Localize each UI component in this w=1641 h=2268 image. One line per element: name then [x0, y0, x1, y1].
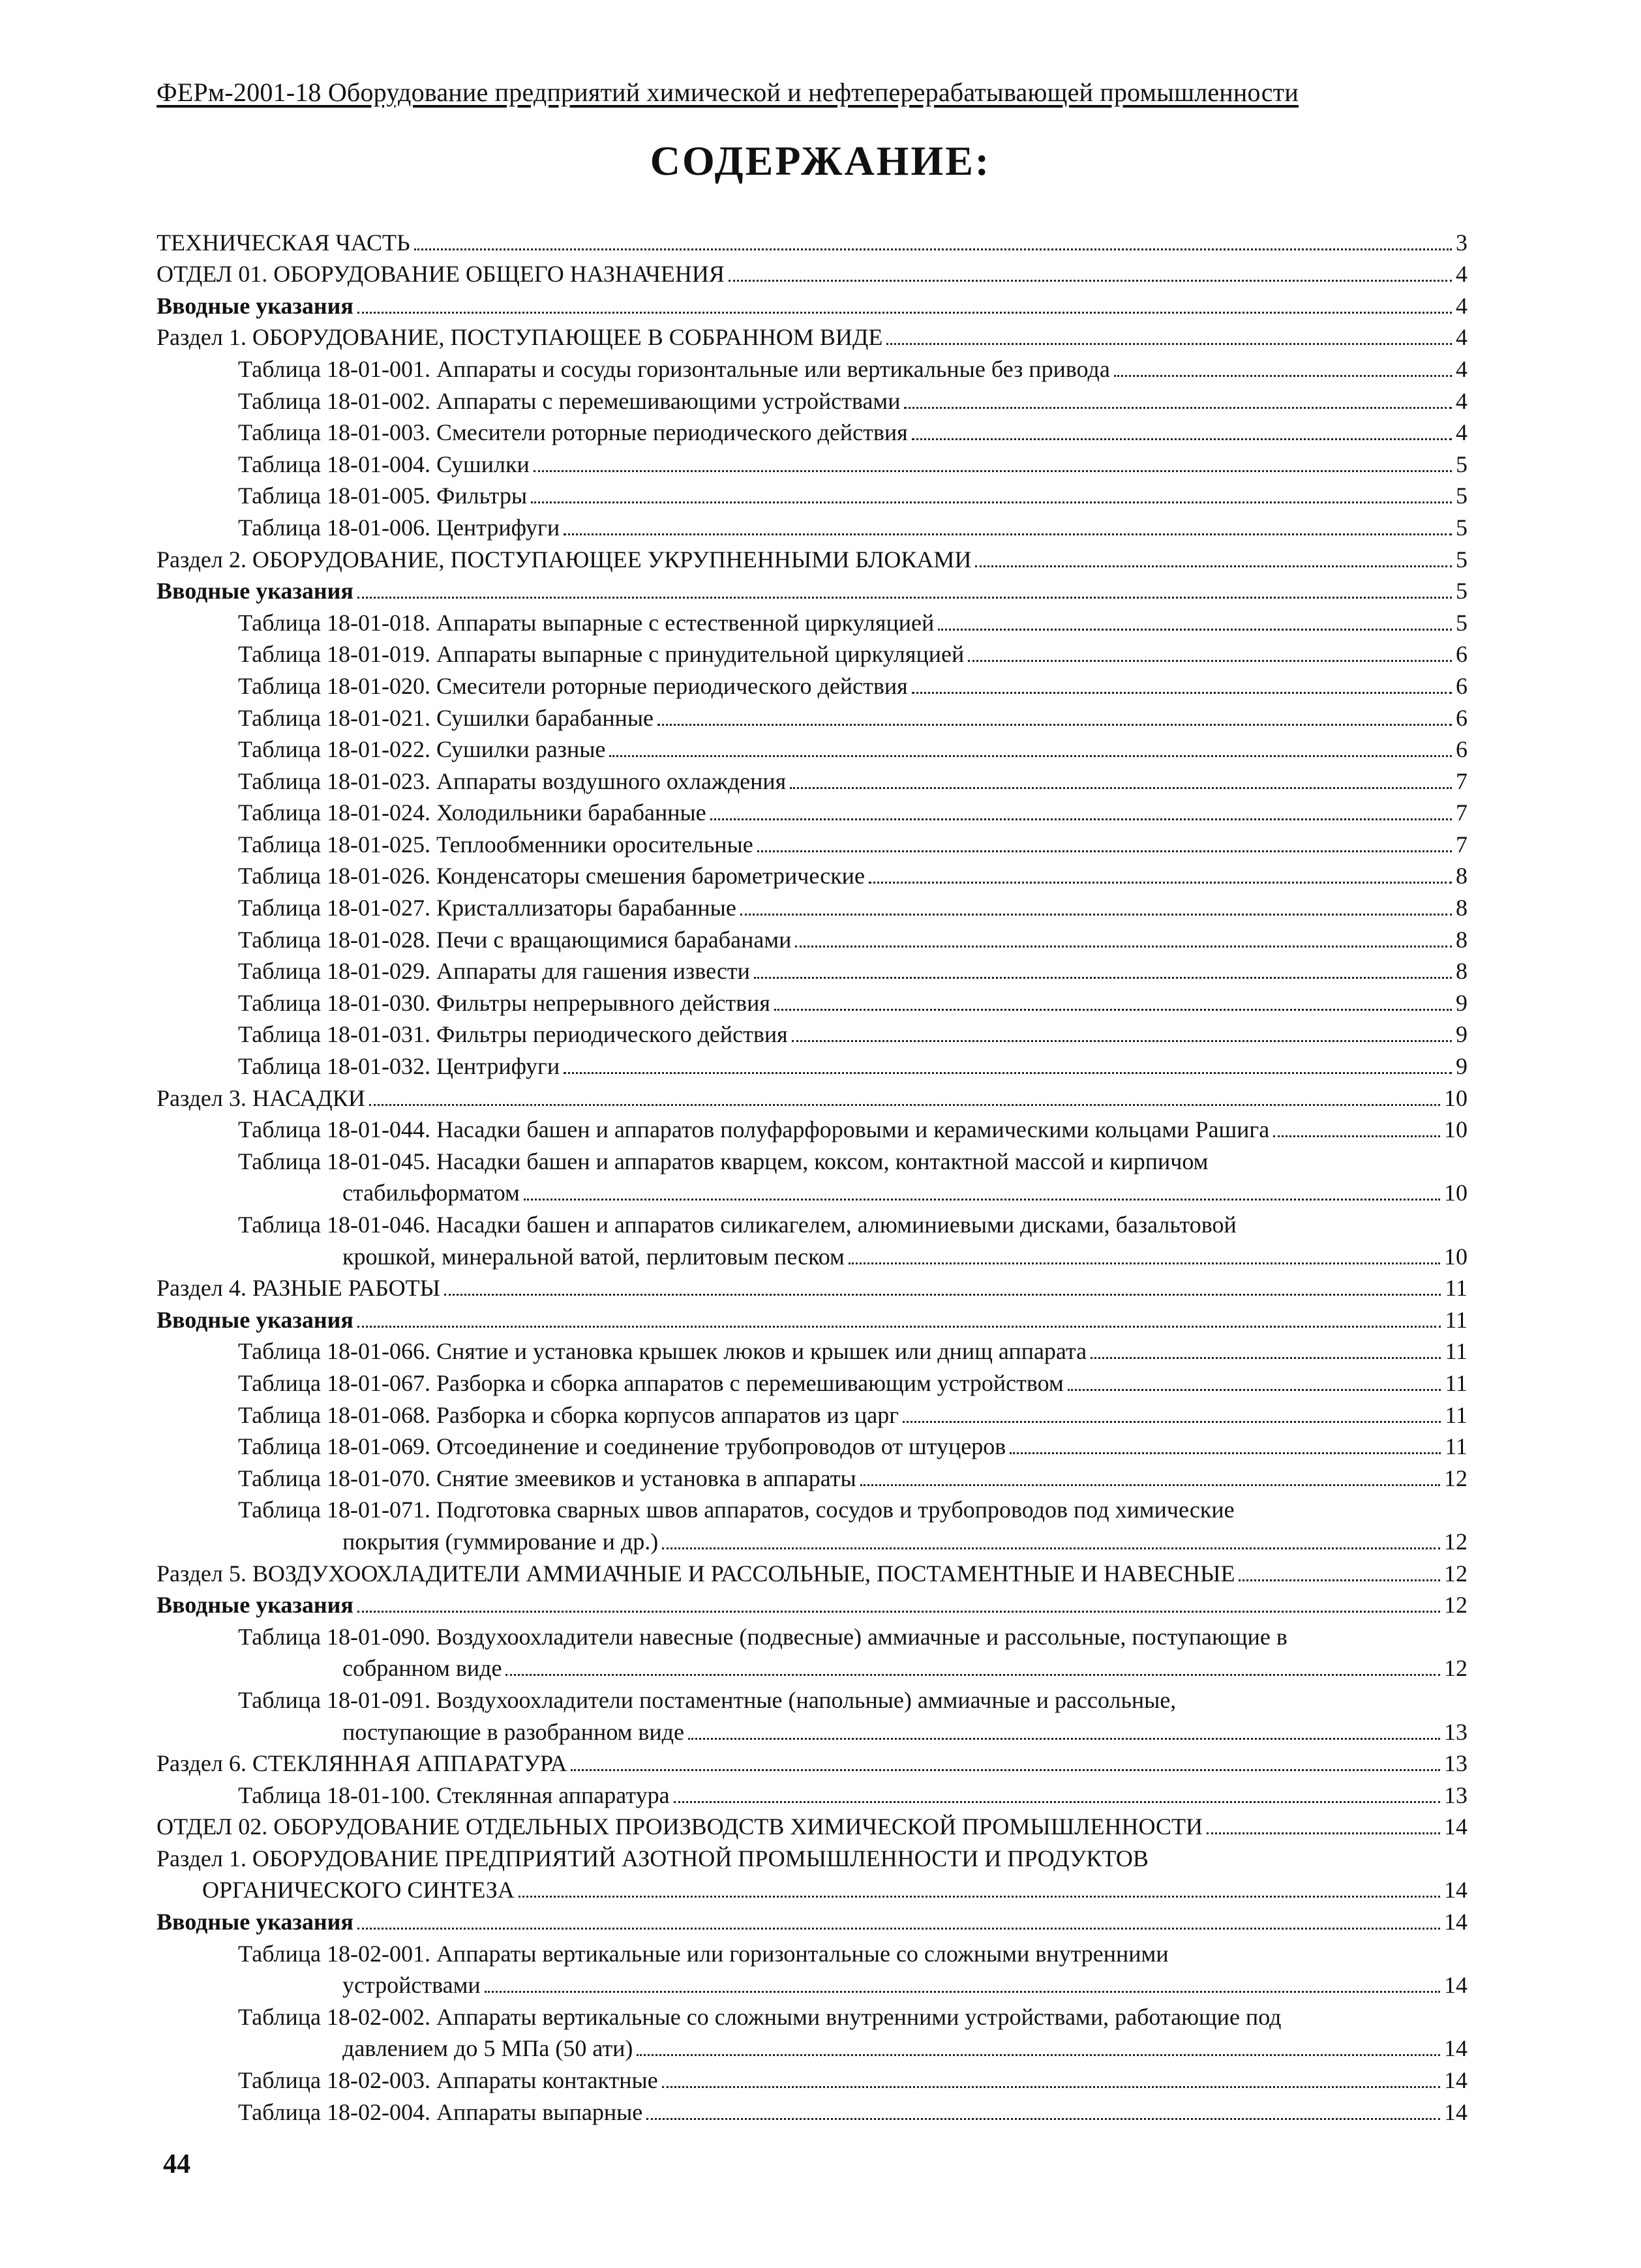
toc-entry-label: Таблица 18-01-019. Аппараты выпарные с принудительной циркуляцией	[238, 641, 965, 668]
toc-leader-dots	[1068, 1389, 1441, 1391]
toc-entry-page: 11	[1445, 1338, 1468, 1365]
toc-leader-dots	[774, 1009, 1452, 1011]
toc-leader-dots	[938, 629, 1452, 631]
toc-leader-dots	[646, 2118, 1440, 2120]
toc-entry-page: 10	[1444, 1116, 1468, 1143]
toc-entry-label: крошкой, минеральной ватой, перлитовым песком	[342, 1243, 845, 1270]
toc-entry	[157, 1334, 1468, 1366]
toc-entry-label: Таблица 18-01-023. Аппараты воздушного охлаждения	[238, 768, 787, 794]
document-header: ФЕРм-2001-18 Оборудование предприятий химической и нефтеперерабатывающей промышленности	[157, 78, 1299, 107]
toc-entry	[157, 796, 1468, 828]
toc-entry-label: Таблица 18-01-026. Конденсаторы смешения барометрические	[238, 863, 865, 889]
toc-entry-page: 8	[1456, 863, 1468, 889]
toc-entry-label: Таблица 18-01-021. Сушилки барабанные	[238, 704, 654, 731]
toc-entry-label: устройствами	[342, 1972, 481, 1999]
page-number: 44	[163, 2149, 190, 2179]
toc-entry	[157, 1461, 1468, 1493]
toc-entry	[157, 447, 1468, 479]
toc-entry-page: 5	[1456, 546, 1468, 573]
toc-entry	[157, 320, 1468, 352]
toc-leader-dots	[369, 1104, 1440, 1106]
toc-entry	[157, 1049, 1468, 1081]
toc-entry-label: Таблица 18-01-028. Печи с вращающимися барабанами	[238, 926, 792, 953]
toc-entry-page: 10	[1444, 1180, 1468, 1206]
toc-entry-page: 8	[1456, 895, 1468, 921]
toc-leader-dots	[1207, 1832, 1440, 1834]
toc-leader-dots	[849, 1262, 1440, 1264]
toc-entry-page: 13	[1444, 1718, 1468, 1745]
toc-entry-label: стабильформатом	[342, 1180, 520, 1206]
toc-entry-label: Раздел 5. ВОЗДУХООХЛАДИТЕЛИ АММИАЧНЫЕ И РАССОЛЬНЫЕ, ПОСТАМЕНТНЫЕ И НАВЕСНЫЕ	[157, 1560, 1235, 1587]
toc-entry-label: Таблица 18-01-100. Стеклянная аппаратура	[238, 1782, 670, 1808]
toc-entry-page: 9	[1456, 989, 1468, 1016]
toc-leader-dots	[729, 280, 1452, 282]
toc-entry-page: 14	[1444, 1813, 1468, 1840]
toc-entry-page: 14	[1444, 2035, 1468, 2062]
toc-entry-page: 10	[1444, 1243, 1468, 1270]
toc-entry-label: ОРГАНИЧЕСКОГО СИНТЕЗА	[202, 1877, 515, 1903]
toc-entry	[157, 510, 1468, 542]
toc-leader-dots	[688, 1738, 1440, 1740]
toc-entry-page: 4	[1456, 324, 1468, 351]
toc-entry-page: 14	[1444, 1972, 1468, 1999]
toc-leader-dots	[531, 501, 1452, 503]
toc-entry-page: 5	[1456, 451, 1468, 477]
toc-leader-dots	[1273, 1135, 1440, 1137]
toc-entry	[157, 668, 1468, 700]
toc-entry-page: 3	[1456, 229, 1468, 256]
toc-entry-page: 11	[1445, 1369, 1468, 1396]
toc-entry	[157, 1873, 1468, 1905]
toc-entry	[157, 1904, 1468, 1936]
toc-leader-dots	[519, 1896, 1440, 1898]
toc-entry-label: Таблица 18-01-068. Разборка и сборка корпусов аппаратов из царг	[238, 1401, 899, 1428]
toc-leader-dots	[414, 248, 1452, 250]
toc-entry	[157, 1271, 1468, 1303]
toc-leader-dots	[662, 1547, 1440, 1549]
toc-leader-dots	[968, 660, 1452, 662]
toc-entry	[157, 700, 1468, 732]
toc-entry	[157, 1746, 1468, 1778]
toc-entry	[157, 1619, 1468, 1651]
toc-leader-dots	[912, 438, 1452, 440]
toc-entry	[157, 351, 1468, 383]
toc-entry-label: ОТДЕЛ 02. ОБОРУДОВАНИЕ ОТДЕЛЬНЫХ ПРОИЗВОДСТВ ХИМИЧЕСКОЙ ПРОМЫШЛЕННОСТИ	[157, 1813, 1203, 1840]
toc-entry-label: Таблица 18-01-046. Насадки башен и аппаратов силикагелем, алюминиевыми дисками, базальтовой	[238, 1212, 1237, 1238]
toc-entry	[157, 2095, 1468, 2126]
toc-entry-label: Таблица 18-01-027. Кристаллизаторы барабанные	[238, 895, 736, 921]
toc-entry-label: Таблица 18-01-022. Сушилки разные	[238, 736, 606, 763]
toc-leader-dots	[357, 597, 1452, 599]
toc-leader-dots	[657, 724, 1452, 726]
toc-entry-page: 14	[1444, 1909, 1468, 1935]
toc-leader-dots	[710, 818, 1452, 820]
toc-entry	[157, 574, 1468, 606]
toc-entry-label: Раздел 4. РАЗНЫЕ РАБОТЫ	[157, 1275, 440, 1302]
toc-entry-label: Таблица 18-02-002. Аппараты вертикальные со сложными внутренними устройствами, работающие под	[238, 2003, 1282, 2030]
toc-entry	[157, 1081, 1468, 1112]
toc-leader-dots	[975, 565, 1452, 567]
toc-entry-label: Таблица 18-01-091. Воздухоохладители постаментные (напольные) аммиачные и рассольные,	[238, 1686, 1177, 1713]
toc-entry-page: 7	[1456, 831, 1468, 858]
toc-entry-page: 9	[1456, 1021, 1468, 1048]
toc-entry-label: Таблица 18-01-032. Центрифуги	[238, 1053, 560, 1080]
toc-entry-label: Таблица 18-01-024. Холодильники барабанные	[238, 799, 706, 826]
toc-leader-dots	[795, 946, 1452, 947]
toc-entry-page: 4	[1456, 419, 1468, 446]
toc-leader-dots	[740, 914, 1452, 916]
toc-entry	[157, 954, 1468, 986]
toc-entry-label: Таблица 18-01-030. Фильтры непрерывного действия	[238, 989, 770, 1016]
toc-entry-page: 4	[1456, 292, 1468, 319]
toc-entry-label: собранном виде	[342, 1655, 502, 1682]
toc-entry-page: 12	[1444, 1465, 1468, 1491]
toc-leader-dots	[1114, 375, 1452, 377]
toc-leader-dots	[357, 1326, 1441, 1328]
toc-entry	[157, 1588, 1468, 1620]
toc-leader-dots	[1010, 1452, 1441, 1454]
toc-entry	[157, 1999, 1468, 2031]
toc-entry	[157, 1017, 1468, 1049]
toc-entry	[157, 827, 1468, 859]
toc-entry-page: 13	[1444, 1750, 1468, 1777]
toc-leader-dots	[357, 312, 1452, 314]
toc-entry-page: 8	[1456, 926, 1468, 953]
toc-entry	[157, 605, 1468, 637]
toc-leader-dots	[485, 1991, 1440, 1993]
toc-entry-label: покрытия (гуммирование и др.)	[342, 1528, 659, 1555]
toc-entry-label: Таблица 18-01-003. Смесители роторные периодического действия	[238, 419, 908, 446]
toc-entry-page: 4	[1456, 355, 1468, 382]
toc-entry-page: 14	[1444, 2067, 1468, 2094]
toc-leader-dots	[564, 1072, 1452, 1074]
toc-entry-label: Таблица 18-01-090. Воздухоохладители навесные (подвесные) аммиачные и рассольные, поступающие в	[238, 1623, 1287, 1650]
toc-entry-page: 9	[1456, 1053, 1468, 1080]
toc-entry-label: Раздел 3. НАСАДКИ	[157, 1084, 365, 1111]
toc-entry-label: Вводные указания	[157, 1909, 354, 1935]
toc-entry-page: 14	[1444, 2098, 1468, 2125]
toc-entry-label: Таблица 18-01-004. Сушилки	[238, 451, 530, 477]
toc-entry-page: 13	[1444, 1782, 1468, 1808]
toc-entry-page: 12	[1444, 1592, 1468, 1619]
toc-entry	[157, 1968, 1468, 2000]
toc-entry-page: 5	[1456, 514, 1468, 541]
toc-entry	[157, 1493, 1468, 1525]
toc-leader-dots	[357, 1611, 1440, 1613]
toc-entry	[157, 383, 1468, 415]
toc-entry-label: ТЕХНИЧЕСКАЯ ЧАСТЬ	[157, 229, 410, 256]
toc-entry	[157, 1365, 1468, 1397]
toc-entry	[157, 1207, 1468, 1239]
toc-entry	[157, 732, 1468, 764]
toc-entry-page: 11	[1445, 1433, 1468, 1460]
toc-leader-dots	[912, 692, 1452, 694]
toc-entry-label: Таблица 18-01-006. Центрифуги	[238, 514, 560, 541]
toc-entry-label: Раздел 2. ОБОРУДОВАНИЕ, ПОСТУПАЮЩЕЕ УКРУПНЕННЫМИ БЛОКАМИ	[157, 546, 972, 573]
toc-leader-dots	[790, 787, 1452, 789]
toc-leader-dots	[662, 2086, 1440, 2088]
toc-leader-dots	[524, 1199, 1440, 1201]
toc-entry-label: Таблица 18-01-018. Аппараты выпарные с естественной циркуляцией	[238, 609, 935, 636]
toc-entry	[157, 1841, 1468, 1873]
toc-entry-label: Таблица 18-01-066. Снятие и установка крышек люков и крышек или днищ аппарата	[238, 1338, 1087, 1365]
toc-entry-page: 6	[1456, 672, 1468, 699]
toc-entry-page: 12	[1444, 1528, 1468, 1555]
toc-entry-label: Раздел 1. ОБОРУДОВАНИЕ, ПОСТУПАЮЩЕЕ В СОБРАННОМ ВИДЕ	[157, 324, 883, 351]
toc-entry-page: 11	[1445, 1306, 1468, 1333]
toc-entry	[157, 1682, 1468, 1714]
toc-entry-label: Таблица 18-01-020. Смесители роторные периодического действия	[238, 672, 908, 699]
toc-entry	[157, 288, 1468, 320]
toc-leader-dots	[869, 882, 1452, 884]
toc-entry-label: Таблица 18-01-031. Фильтры периодического действия	[238, 1021, 788, 1048]
toc-entry-page: 10	[1444, 1084, 1468, 1111]
toc-entry	[157, 890, 1468, 922]
toc-entry	[157, 1302, 1468, 1334]
toc-entry	[157, 1239, 1468, 1271]
toc-entry	[157, 542, 1468, 574]
toc-entry-page: 5	[1456, 483, 1468, 509]
toc-entry	[157, 1429, 1468, 1461]
toc-entry-page: 6	[1456, 736, 1468, 763]
toc-entry	[157, 922, 1468, 954]
toc-entry-page: 5	[1456, 609, 1468, 636]
toc-entry-label: ОТДЕЛ 01. ОБОРУДОВАНИЕ ОБЩЕГО НАЗНАЧЕНИЯ	[157, 261, 725, 288]
toc-entry	[157, 479, 1468, 511]
toc-entry	[157, 1936, 1468, 1968]
toc-entry-label: Таблица 18-01-069. Отсоединение и соединение трубопроводов от штуцеров	[238, 1433, 1006, 1460]
toc-entry-label: Раздел 6. СТЕКЛЯННАЯ АППАРАТУРА	[157, 1750, 567, 1777]
toc-entry-label: Таблица 18-01-045. Насадки башен и аппаратов кварцем, коксом, контактной массой и кирпичом	[238, 1148, 1209, 1174]
toc-entry	[157, 1112, 1468, 1144]
toc-entry	[157, 257, 1468, 289]
toc-entry-page: 4	[1456, 261, 1468, 288]
toc-entry-label: давлением до 5 МПа (50 ати)	[342, 2035, 633, 2062]
toc-entry-label: Таблица 18-01-029. Аппараты для гашения извести	[238, 958, 750, 985]
toc-leader-dots	[444, 1294, 1441, 1296]
toc-leader-dots	[860, 1484, 1440, 1486]
toc-entry	[157, 1714, 1468, 1746]
toc-leader-dots	[792, 1040, 1452, 1042]
toc-entry	[157, 2031, 1468, 2063]
toc-entry	[157, 1397, 1468, 1429]
toc-leader-dots	[757, 850, 1452, 852]
toc-entry-label: Таблица 18-01-001. Аппараты и сосуды горизонтальные или вертикальные без привода	[238, 355, 1110, 382]
toc-entry-label: Таблица 18-01-002. Аппараты с перемешивающими устройствами	[238, 387, 901, 414]
toc-leader-dots	[357, 1928, 1440, 1930]
toc-entry	[157, 1810, 1468, 1842]
toc-entry	[157, 1778, 1468, 1810]
toc-entry-label: Вводные указания	[157, 578, 354, 604]
table-of-contents	[157, 225, 1468, 2126]
toc-entry-label: Таблица 18-01-070. Снятие змеевиков и установка в аппараты	[238, 1465, 856, 1491]
toc-leader-dots	[564, 533, 1452, 535]
toc-entry	[157, 764, 1468, 796]
toc-entry-page: 12	[1444, 1655, 1468, 1682]
toc-entry	[157, 1144, 1468, 1176]
toc-entry-label: Таблица 18-01-025. Теплообменники оросительные	[238, 831, 753, 858]
toc-entry-page: 11	[1445, 1275, 1468, 1302]
toc-leader-dots	[754, 977, 1452, 979]
toc-entry-page: 6	[1456, 641, 1468, 668]
page-title: СОДЕРЖАНИЕ:	[650, 138, 991, 184]
toc-entry-label: Вводные указания	[157, 1592, 354, 1619]
toc-entry	[157, 1176, 1468, 1208]
toc-entry-label: Таблица 18-01-005. Фильтры	[238, 483, 528, 509]
toc-entry	[157, 1556, 1468, 1588]
toc-entry-page: 7	[1456, 768, 1468, 794]
toc-entry-page: 5	[1456, 578, 1468, 604]
toc-leader-dots	[1091, 1357, 1441, 1359]
toc-entry-label: Таблица 18-01-071. Подготовка сварных швов аппаратов, сосудов и трубопроводов под химические	[238, 1497, 1235, 1523]
toc-entry	[157, 225, 1468, 257]
toc-leader-dots	[534, 470, 1452, 472]
toc-entry-label: Таблица 18-02-001. Аппараты вертикальные или горизонтальные со сложными внутренними	[238, 1940, 1169, 1967]
toc-entry-label: Раздел 1. ОБОРУДОВАНИЕ ПРЕДПРИЯТИЙ АЗОТНОЙ ПРОМЫШЛЕННОСТИ И ПРОДУКТОВ	[157, 1845, 1149, 1872]
toc-entry-page: 11	[1445, 1401, 1468, 1428]
toc-leader-dots	[903, 1421, 1441, 1423]
toc-leader-dots	[1239, 1579, 1440, 1581]
toc-entry	[157, 1651, 1468, 1683]
toc-leader-dots	[571, 1769, 1440, 1771]
toc-leader-dots	[637, 2054, 1440, 2056]
toc-entry-page: 4	[1456, 387, 1468, 414]
toc-entry	[157, 859, 1468, 891]
toc-entry-page: 8	[1456, 958, 1468, 985]
toc-entry	[157, 637, 1468, 669]
toc-entry-label: Таблица 18-02-003. Аппараты контактные	[238, 2067, 658, 2094]
toc-entry	[157, 2063, 1468, 2095]
toc-leader-dots	[609, 755, 1452, 757]
toc-entry-page: 14	[1444, 1877, 1468, 1903]
toc-entry-label: Вводные указания	[157, 292, 354, 319]
toc-leader-dots	[886, 343, 1452, 345]
toc-entry-label: Вводные указания	[157, 1306, 354, 1333]
toc-leader-dots	[904, 407, 1452, 409]
toc-entry	[157, 985, 1468, 1017]
toc-entry-label: поступающие в разобранном виде	[342, 1718, 684, 1745]
toc-entry-page: 7	[1456, 799, 1468, 826]
toc-entry-label: Таблица 18-01-067. Разборка и сборка аппаратов с перемешивающим устройством	[238, 1369, 1064, 1396]
toc-leader-dots	[674, 1801, 1440, 1803]
toc-entry	[157, 415, 1468, 447]
toc-entry	[157, 1524, 1468, 1556]
toc-entry-page: 6	[1456, 704, 1468, 731]
toc-entry-label: Таблица 18-01-044. Насадки башен и аппаратов полуфарфоровыми и керамическими кольцами Рашига	[238, 1116, 1270, 1143]
toc-entry-page: 12	[1444, 1560, 1468, 1587]
toc-entry-label: Таблица 18-02-004. Аппараты выпарные	[238, 2098, 643, 2125]
toc-leader-dots	[505, 1674, 1440, 1676]
